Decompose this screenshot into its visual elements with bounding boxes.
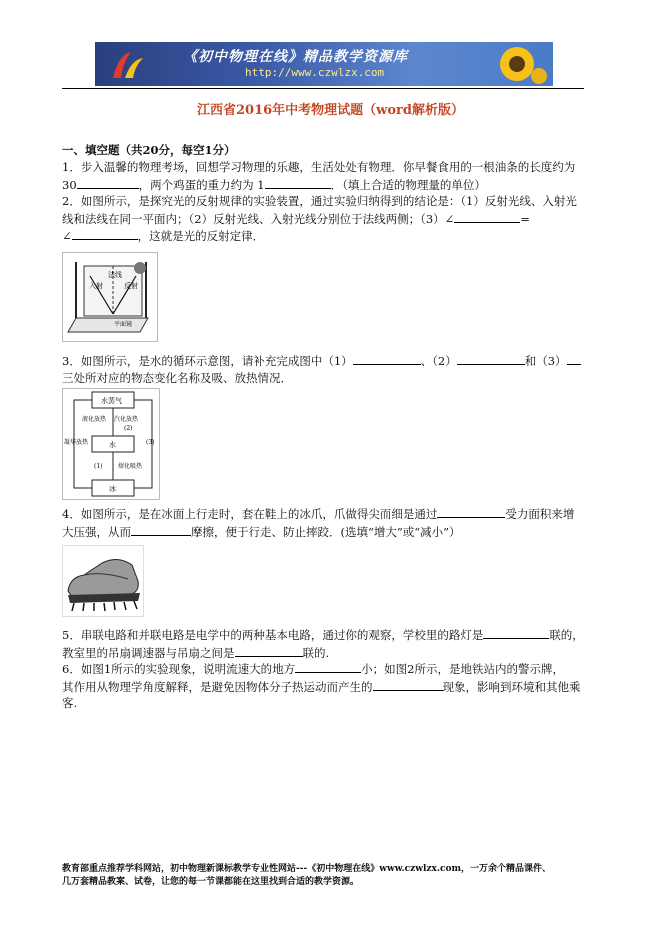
mirror-label-plane: 平面镜 bbox=[114, 321, 133, 328]
question-6 bbox=[62, 660, 584, 712]
water-label-vaporize: 汽化放热 bbox=[114, 416, 139, 423]
q6-text-e: 客. bbox=[62, 696, 78, 710]
header-rule bbox=[62, 88, 584, 89]
q6-text-d: 现象，影响到环境和其他乘 bbox=[442, 679, 581, 694]
q6-blank-1[interactable] bbox=[295, 660, 361, 673]
q3-text-c: 和（3） bbox=[524, 354, 567, 368]
q2-text-d: ∠ bbox=[62, 229, 72, 243]
q6-text-a: 6．如图1所示的实验现象，说明流速大的地方 bbox=[62, 662, 296, 676]
water-label-2: (2) bbox=[124, 425, 133, 432]
banner-url[interactable]: http://www.czwlzx.com bbox=[245, 66, 385, 79]
q3-blank-3[interactable] bbox=[567, 352, 581, 365]
q6-blank-2[interactable] bbox=[373, 678, 443, 691]
q5-text-c: 教室里的吊扇调速器与吊扇之间是 bbox=[62, 645, 235, 660]
water-label-1: (1) bbox=[94, 463, 103, 470]
q1-text-b: 30 bbox=[62, 177, 77, 192]
q5-text-a: 5．串联电路和并联电路是电学中的两种基本电路，通过你的观察，学校里的路灯是 bbox=[62, 628, 484, 642]
header-banner bbox=[95, 42, 553, 86]
q4-text-b: 受力面积来增 bbox=[505, 507, 575, 521]
q3-blank-2[interactable] bbox=[457, 352, 525, 365]
q3-text-d: 三处所对应的物态变化名称及吸、放热情况． bbox=[62, 370, 292, 385]
q4-text-c: 大压强，从而 bbox=[62, 524, 131, 539]
footer bbox=[62, 863, 602, 889]
mirror-label-normal: 法线 bbox=[108, 271, 122, 279]
q1-text-a: 1．步入温馨的物理考场，回想学习物理的乐趣，生活处处有物理．你早餐食用的一根油条的长度约为 bbox=[62, 160, 576, 174]
water-label-ice: 冰 bbox=[109, 485, 116, 493]
q4-text-a: 4．如图所示，是在冰面上行走时，套在鞋上的冰爪，爪做得尖而细是通过 bbox=[62, 507, 438, 521]
q6-text-b: 小；如图2所示，是地铁站内的警示牌， bbox=[361, 662, 564, 676]
q1-text-c: ，两个鸡蛋的重力约为 1 bbox=[138, 177, 265, 192]
footer-line-2: 几万套精品教案、试卷，让您的每一节课都能在这里找到合适的教学资源。 bbox=[62, 877, 360, 887]
question-5 bbox=[62, 626, 584, 661]
question-2 bbox=[62, 193, 584, 245]
q2-text-e: ，这就是光的反射定律． bbox=[137, 229, 265, 243]
q5-text-b: 联的， bbox=[549, 628, 584, 642]
mirror-label-incident: 入射 bbox=[89, 282, 103, 290]
document-title: 江西省2016年中考物理试题（word解析版） bbox=[197, 103, 464, 118]
q5-blank-2[interactable] bbox=[235, 644, 303, 657]
question-1 bbox=[62, 159, 584, 193]
water-cycle-figure bbox=[62, 388, 160, 500]
sunflower-icon bbox=[487, 44, 547, 84]
q6-text-c: 其作用从物理学角度解释，是避免因物体分子热运动而产生的 bbox=[62, 679, 373, 694]
q3-text-a: 3．如图所示，是水的循环示意图，请补充完成图中（1） bbox=[62, 354, 353, 368]
q4-text-d: 摩擦，便于行走、防止摔跤．(选填“增大”或“减小”） bbox=[191, 524, 461, 539]
q1-blank-1[interactable] bbox=[77, 176, 139, 189]
q5-text-d: 联的. bbox=[302, 645, 330, 660]
q4-blank-1[interactable] bbox=[437, 505, 505, 518]
q2-text-c: = bbox=[520, 211, 530, 226]
banner-title: 《初中物理在线》精品教学资源库 bbox=[183, 49, 408, 65]
q2-text-a: 2．如图所示，是探究光的反射规律的实验装置，通过实验归纳得到的结论是：（1）反射光线、入射光 bbox=[62, 194, 577, 208]
question-4 bbox=[62, 505, 584, 540]
section-heading: 一、填空题（共20分，每空1分） bbox=[62, 143, 236, 157]
water-label-vapor: 水蒸气 bbox=[101, 397, 122, 405]
site-logo-icon bbox=[109, 48, 149, 82]
q2-blank-1[interactable] bbox=[454, 210, 520, 223]
q1-text-d: ．（填上合适的物理量的单位） bbox=[330, 177, 486, 192]
q2-text-b: 线和法线在同一平面内；（2）反射光线、入射光线分别位于法线两侧；（3）∠ bbox=[62, 211, 455, 226]
question-3 bbox=[62, 352, 584, 386]
mirror-reflection-figure bbox=[62, 252, 158, 342]
water-label-3: (3) bbox=[146, 439, 155, 446]
q3-text-b: 、（2） bbox=[420, 354, 457, 368]
footer-line-1: 教育部重点推荐学科网站，初中物理新课标教学专业性网站---《初中物理在线》www.czwlzx.com，一万余个精品课件、 bbox=[62, 864, 552, 874]
q5-blank-1[interactable] bbox=[483, 626, 549, 639]
q2-blank-2[interactable] bbox=[72, 227, 138, 240]
water-label-deposit: 凝华放热 bbox=[64, 439, 89, 446]
water-label-melt: 熔化吸热 bbox=[118, 463, 143, 470]
water-label-water: 水 bbox=[109, 441, 116, 449]
q1-blank-2[interactable] bbox=[265, 176, 331, 189]
crampon-shoe-figure bbox=[62, 545, 144, 617]
water-label-liquefy: 液化放热 bbox=[82, 416, 107, 423]
mirror-label-reflected: 反射 bbox=[124, 282, 138, 290]
q4-blank-2[interactable] bbox=[131, 523, 191, 536]
q3-blank-1[interactable] bbox=[353, 352, 421, 365]
